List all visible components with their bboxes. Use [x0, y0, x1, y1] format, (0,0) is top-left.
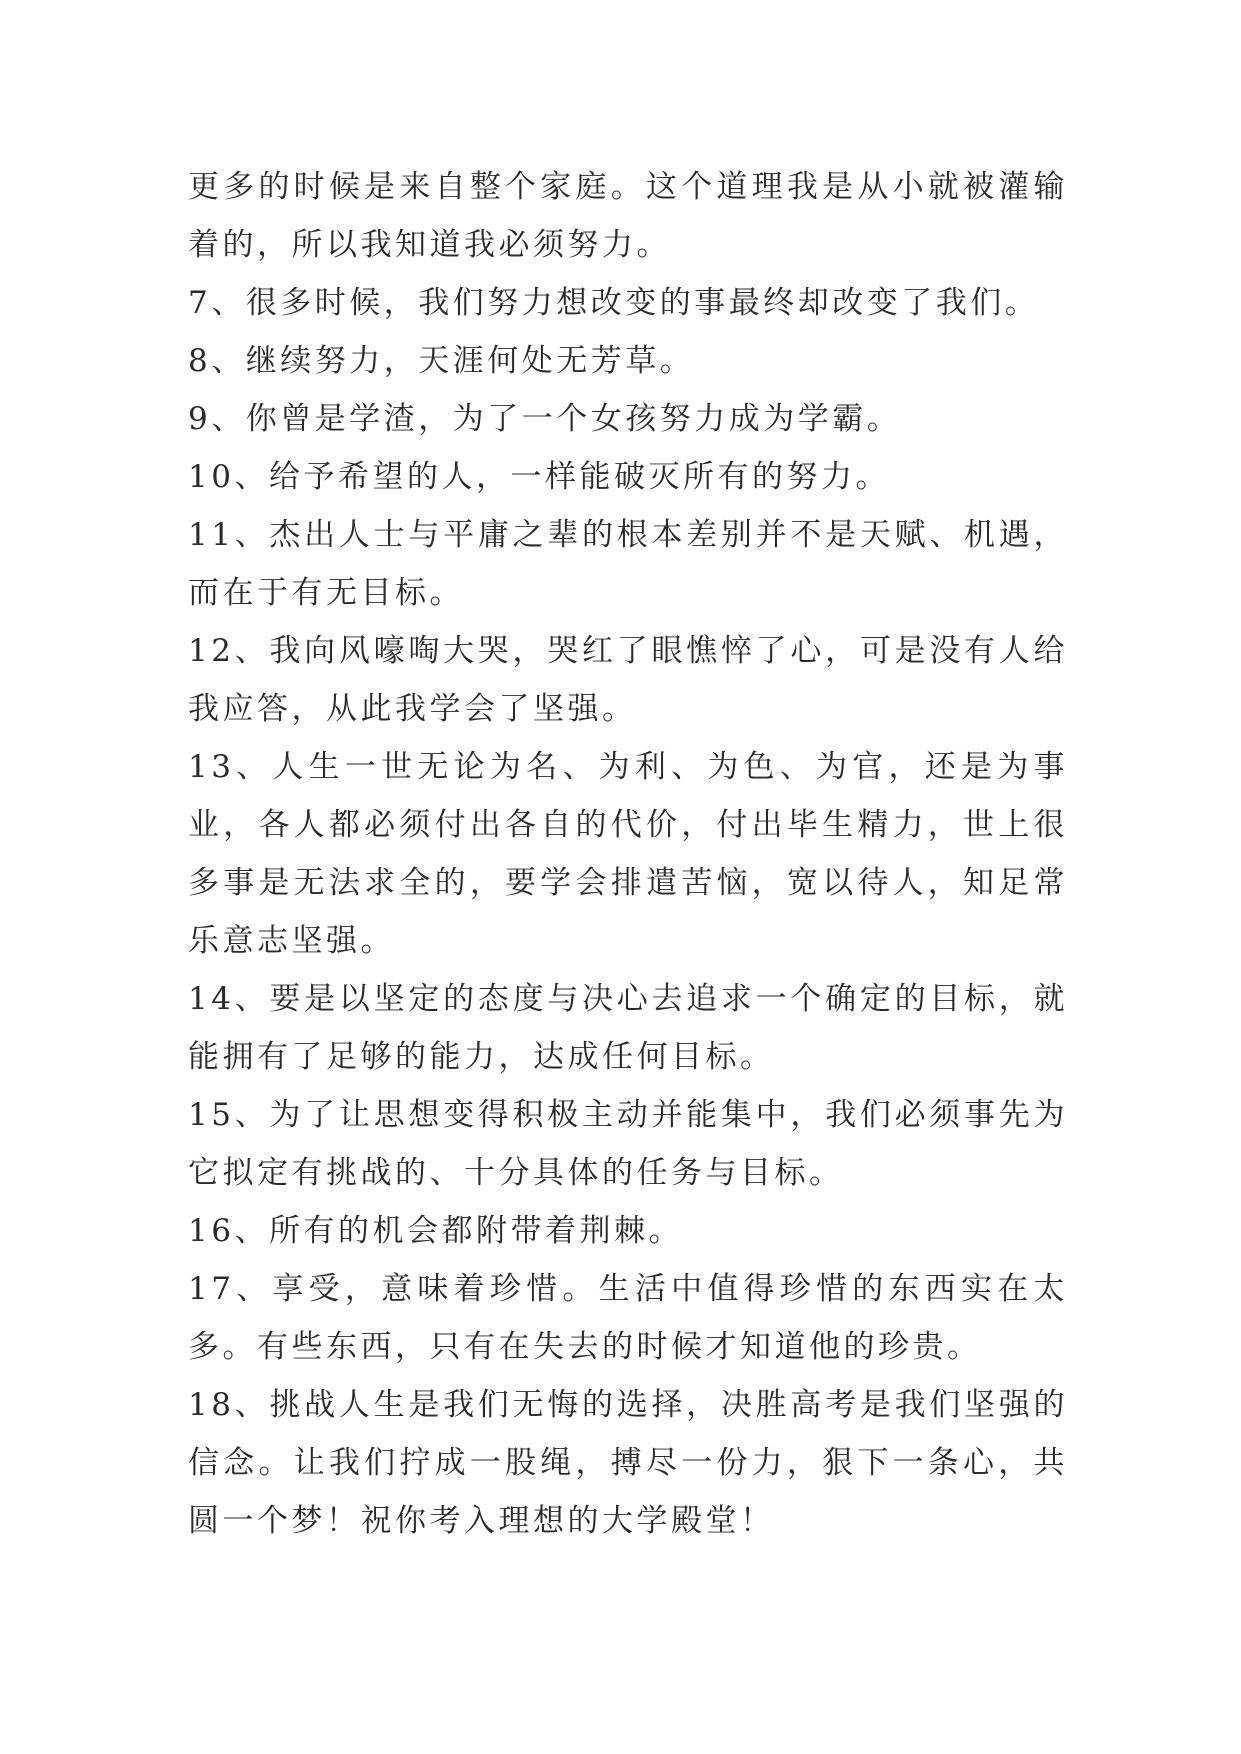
list-item-17: 17、享受，意味着珍惜。生活中值得珍惜的东西实在太多。有些东西，只有在失去的时候才知道他的珍贵。: [188, 1271, 1068, 1365]
list-item-7: 7、很多时候，我们努力想改变的事最终却改变了我们。: [188, 285, 1040, 321]
list-item-14: 14、要是以坚定的态度与决心去追求一个确定的目标，就能拥有了足够的能力，达成任何目标。: [188, 981, 1068, 1075]
paragraph-continuation: 更多的时候是来自整个家庭。这个道理我是从小就被灌输着的，所以我知道我必须努力。: [188, 169, 1068, 263]
list-item-16: 16、所有的机会都附带着荆棘。: [188, 1213, 683, 1249]
list-item-8: 8、继续努力，天涯何处无芳草。: [188, 343, 695, 379]
list-item-15: 15、为了让思想变得积极主动并能集中，我们必须事先为它拟定有挑战的、十分具体的任务与目标。: [188, 1097, 1068, 1191]
list-item-18: 18、挑战人生是我们无悔的选择，决胜高考是我们坚强的信念。让我们拧成一股绳，搏尽一份力，狠下一条心，共圆一个梦！祝你考入理想的大学殿堂！: [188, 1387, 1068, 1539]
list-item-12: 12、我向风嚎啕大哭，哭红了眼憔悴了心，可是没有人给我应答，从此我学会了坚强。: [188, 633, 1068, 727]
list-item-9: 9、你曾是学渣，为了一个女孩努力成为学霸。: [188, 401, 902, 437]
document-body: [188, 158, 1068, 1550]
list-item-13: 13、人生一世无论为名、为利、为色、为官，还是为事业，各人都必须付出各自的代价，付出毕生精力，世上很多事是无法求全的，要学会排遣苦恼，宽以待人，知足常乐意志坚强。: [188, 749, 1068, 959]
list-item-10: 10、给予希望的人，一样能破灭所有的努力。: [188, 459, 890, 495]
list-item-11: 11、杰出人士与平庸之辈的根本差别并不是天赋、机遇，而在于有无目标。: [188, 517, 1068, 611]
